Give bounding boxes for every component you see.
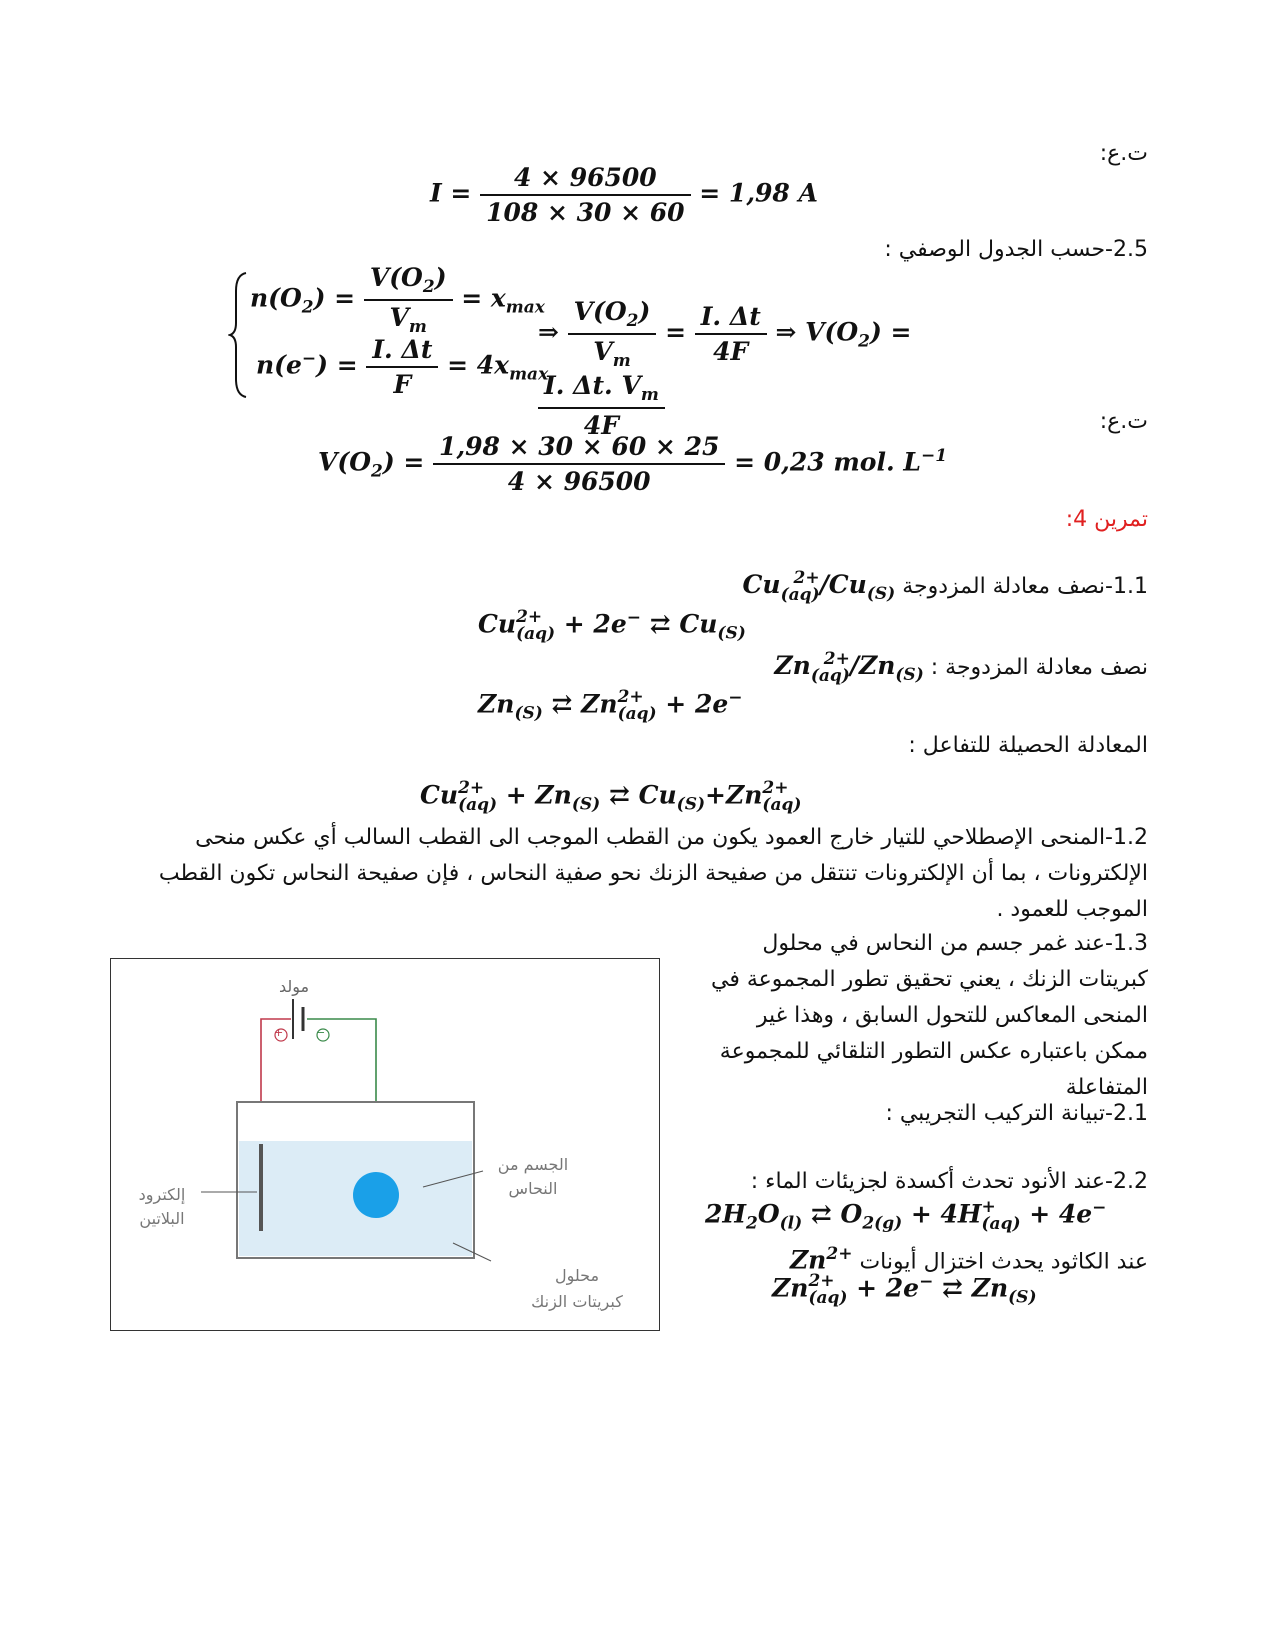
current-numerator: 4 × 96500 — [480, 163, 690, 196]
section-1-1-label: 1.1-نصف معادلة المزدوجة — [902, 574, 1148, 599]
cathode-label: عند الكاثود يحدث اختزال أيونات — [859, 1249, 1148, 1275]
platinum-electrode-label — [117, 1183, 207, 1231]
numerical-application-label: ت.ع: — [1099, 141, 1148, 166]
platinum-electrode-label-line1: إلكترود — [138, 1185, 186, 1204]
current-result: = 1,98 A — [699, 178, 818, 208]
moles-system — [228, 263, 998, 440]
zn-half-equation: $Zn_{(S)}$ ⇄ Zn 2+ (aq) + 2e− — [478, 686, 743, 724]
cu-couple: Cu 2+ (aq) $/Cu_{(S)}$ — [742, 567, 896, 605]
current-denominator: 108 × 30 × 60 — [486, 198, 685, 227]
volume-denominator: 4 × 96500 — [507, 467, 651, 496]
volume-numerator: 1,98 × 30 × 60 × 25 — [433, 432, 725, 465]
anode-equation: $2H_2O_{(l)}$ ⇄ $O_{2(g)} + 4H$ + (aq) + 4e− — [705, 1196, 1107, 1234]
cathode-equation: Zn 2+ (aq) + 2e− ⇄ $Zn_{(S)}$ — [772, 1270, 1037, 1308]
moles-o2-equation: $n(O_2)$ = $\frac{V(O_2)}{V_m}$ = $x_{max}$ — [250, 263, 545, 337]
overall-equation-label: المعادلة الحصيلة للتفاعل : — [908, 733, 1148, 758]
electrolysis-diagram — [110, 958, 660, 1331]
volume-equation: $V(O_2)$ = $\frac{1,98 \times 30 \times 60 \times 25}{4 \times 96500}$ = 0,23 mol. $L^{-1}$ — [318, 432, 948, 496]
current-fraction — [480, 163, 690, 227]
section-2-1-label: 2.1-تبيانة التركيب التجريبي : — [885, 1101, 1148, 1126]
volume-derivation: ⇒ $\frac{V(O_2)}{V_m}$ = $\frac{I. \Delta t}{4F}$ ⇒ $V(O_2)$ = $\frac{I. \Delta t. V_m}{4F}$ — [538, 297, 912, 440]
section-2-2-label: 2.2-عند الأنود تحدث أكسدة لجزيئات الماء : — [750, 1169, 1148, 1194]
paragraph-1-3: 1.3-عند غمر جسم من النحاس في محلول كبريتات الزنك ، يعني تحقيق تطور المجموعة في المنحى المعاكس للتحول السابق ، وهذا غير ممكن باعتباره عكس التطور التلقائي للمجموعة المتفاعلة — [710, 931, 1148, 1100]
generator-label: مولد — [279, 977, 310, 996]
overall-equation: Cu 2+ (aq) + $Zn_{(S)}$ ⇄ $Cu_{(S)}+Zn$ 2+ (aq) — [420, 778, 802, 815]
zn-ion: $Zn^{2+}$ — [789, 1244, 853, 1275]
brace-icon — [228, 271, 250, 399]
volume-lhs: V(O — [318, 447, 372, 477]
numerical-application-label-2: ت.ع: — [1099, 409, 1148, 434]
volume-fraction — [433, 432, 725, 496]
zn-couple-label: نصف معادلة المزدوجة : — [930, 655, 1148, 680]
exercise-title: تمرين 4: — [1065, 507, 1148, 532]
current-lhs: I = — [430, 178, 472, 208]
cu-half-equation: Cu 2+ (aq) + 2e− ⇄ $Cu_{(S)}$ — [478, 606, 746, 644]
plus-sign: + — [274, 1026, 284, 1039]
solution-label — [507, 1263, 647, 1315]
volume-result: = 0,23 mol. L — [734, 447, 921, 477]
minus-sign: − — [316, 1026, 326, 1039]
paragraph-1-2: 1.2-المنحى الإصطلاحي للتيار خارج العمود يكون من القطب الموجب الى القطب السالب أي عكس منحى الإلكترونات ، بما أن الإلكترونات تنتقل من صفيحة الزنك نحو صفية النحاس ، فإن صفيحة النحاس تكون القطب الموجب للعمود . — [158, 825, 1148, 922]
moles-electrons-equation: n(e−) = $\frac{I. \Delta t}{F}$ = $4x_{max}$ — [256, 335, 549, 399]
section-1-1 — [743, 567, 1148, 612]
copper-body — [353, 1172, 399, 1218]
zn-couple: Zn 2+ (aq) $/Zn_{(S)}$ — [774, 648, 924, 686]
section-zn-couple — [774, 648, 1148, 693]
section-2-5-label: 2.5-حسب الجدول الوصفي : — [884, 237, 1148, 262]
current-equation — [430, 163, 818, 227]
solution-label-line2: كبريتات الزنك — [531, 1292, 623, 1311]
copper-body-label-line2: النحاس — [508, 1179, 558, 1198]
solution-label-line1: محلول — [554, 1266, 600, 1285]
platinum-electrode-label-line2: البلاتين — [139, 1209, 185, 1228]
copper-body-label — [483, 1153, 583, 1201]
copper-body-label-line1: الجسم من — [497, 1155, 569, 1174]
